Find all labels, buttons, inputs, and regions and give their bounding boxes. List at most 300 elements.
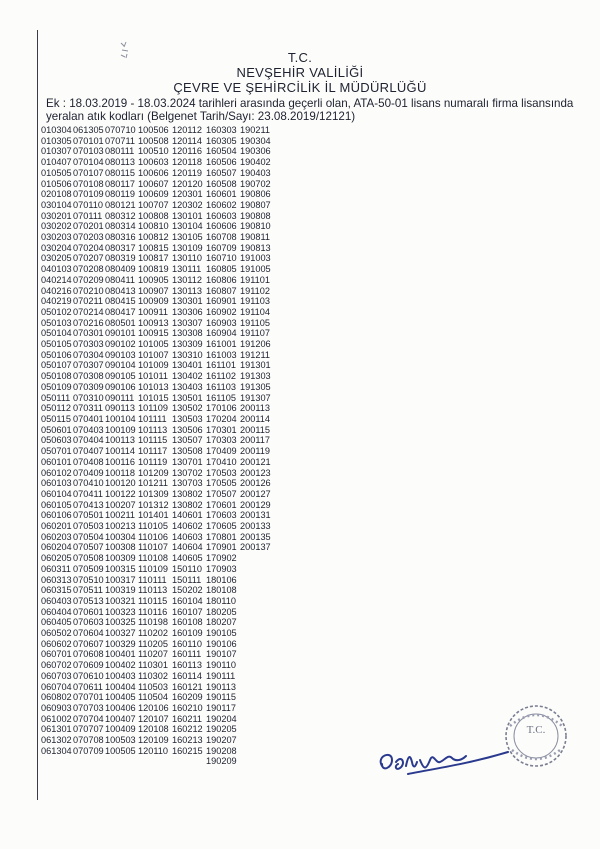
waste-code: 060201 <box>41 521 72 532</box>
waste-code: 070507 <box>73 542 104 553</box>
waste-code: 100913 <box>138 317 169 328</box>
waste-code: 070501 <box>73 510 104 521</box>
waste-code: 070604 <box>73 628 104 639</box>
waste-code: 030201 <box>41 210 72 221</box>
waste-code: 080319 <box>105 253 136 264</box>
waste-code: 160114 <box>172 670 202 681</box>
waste-code: 110207 <box>138 649 168 660</box>
waste-code: 100503 <box>105 735 136 746</box>
waste-code: 060101 <box>41 456 72 467</box>
waste-code: 130301 <box>172 296 203 307</box>
waste-code: 060602 <box>41 638 72 649</box>
waste-code: 191107 <box>240 328 270 339</box>
waste-code: 191303 <box>240 371 271 382</box>
waste-code: 100810 <box>138 221 169 232</box>
waste-code: 010304 <box>41 125 72 135</box>
waste-code: 200135 <box>240 531 271 542</box>
waste-code: 130703 <box>172 478 203 489</box>
waste-code: 060702 <box>41 660 72 671</box>
waste-code: 120106 <box>138 702 169 713</box>
waste-code: 090105 <box>105 371 136 382</box>
waste-code: 110301 <box>138 660 168 671</box>
header-line-tc: T.C. <box>287 50 313 65</box>
waste-code: 100406 <box>105 702 136 713</box>
waste-code: 170901 <box>206 542 237 553</box>
waste-code: 101401 <box>138 510 169 521</box>
waste-code: 100323 <box>105 606 136 617</box>
waste-code: 200123 <box>240 467 271 478</box>
waste-code: 120110 <box>138 745 168 756</box>
waste-code: 100319 <box>105 585 136 596</box>
waste-code: 101111 <box>138 413 167 424</box>
waste-code: 100329 <box>105 638 136 649</box>
waste-code: 100118 <box>105 467 135 478</box>
waste-code: 100819 <box>138 264 169 275</box>
waste-code: 070601 <box>73 606 104 617</box>
waste-code: 190209 <box>206 756 237 767</box>
waste-code: 190810 <box>240 221 271 232</box>
waste-code: 050109 <box>41 381 72 392</box>
waste-code: 060703 <box>41 670 72 681</box>
waste-code: 150111 <box>172 574 202 585</box>
waste-code: 130308 <box>172 328 203 339</box>
waste-code: 101209 <box>138 467 169 478</box>
waste-code: 070701 <box>73 692 104 703</box>
waste-code: 070609 <box>73 660 104 671</box>
waste-code: 160903 <box>206 317 237 328</box>
waste-code: 050103 <box>41 317 72 328</box>
waste-code: 060903 <box>41 702 72 713</box>
waste-code: 100114 <box>105 446 135 457</box>
waste-code: 170507 <box>206 488 237 499</box>
waste-code: 160213 <box>172 735 203 746</box>
waste-code: 040103 <box>41 264 72 275</box>
waste-code: 070107 <box>73 167 104 178</box>
waste-code: 070214 <box>73 306 104 317</box>
waste-code: 120301 <box>172 189 203 200</box>
seal-text: T.C. <box>526 724 546 736</box>
waste-code: 200129 <box>240 499 271 510</box>
waste-code: 100317 <box>105 574 136 585</box>
waste-code: 100905 <box>138 274 169 285</box>
waste-code: 100808 <box>138 210 169 221</box>
waste-code: 100606 <box>138 167 169 178</box>
waste-code: 050105 <box>41 339 72 350</box>
waste-code: 160108 <box>172 617 203 628</box>
document-header <box>0 50 600 95</box>
waste-code: 190304 <box>240 135 271 146</box>
waste-code: 060102 <box>41 467 72 478</box>
waste-code: 050111 <box>41 392 71 403</box>
waste-code: 100325 <box>105 617 136 628</box>
waste-code: 100609 <box>138 189 169 200</box>
waste-code: 110116 <box>138 606 168 617</box>
waste-code: 110205 <box>138 638 168 649</box>
waste-code: 070410 <box>73 478 104 489</box>
waste-code: 160113 <box>172 660 202 671</box>
waste-code: 100122 <box>105 488 136 499</box>
waste-code: 100207 <box>105 499 136 510</box>
waste-code: 070504 <box>73 531 104 542</box>
waste-code: 130306 <box>172 306 203 317</box>
waste-code: 070203 <box>73 232 104 243</box>
waste-code: 070409 <box>73 467 104 478</box>
waste-code: 100120 <box>105 478 136 489</box>
waste-code: 101115 <box>138 435 168 446</box>
waste-code: 070510 <box>73 574 104 585</box>
waste-code: 200126 <box>240 478 271 489</box>
waste-code: 100113 <box>105 435 135 446</box>
waste-code: 170603 <box>206 510 237 521</box>
waste-code: 190808 <box>240 210 271 221</box>
waste-code: 150110 <box>172 563 202 574</box>
waste-code: 101211 <box>138 478 168 489</box>
waste-code: 190115 <box>206 692 236 703</box>
waste-code: 161001 <box>206 339 237 350</box>
waste-code: 070611 <box>73 681 103 692</box>
waste-code: 070101 <box>73 135 104 146</box>
code-column <box>172 125 203 756</box>
waste-code: 070108 <box>73 178 104 189</box>
waste-code: 100405 <box>105 692 136 703</box>
waste-code: 070704 <box>73 713 104 724</box>
waste-code: 190211 <box>240 125 270 135</box>
waste-code: 070309 <box>73 381 104 392</box>
waste-code: 120302 <box>172 199 203 210</box>
annex-note: Ek : 18.03.2019 - 18.03.2024 tarihleri arasında geçerli olan, ATA-50-01 lisans numaralı firma lisansında yeralan atık kodları (Belgenet Tarih/Sayı: 23.08.2019/12121) <box>46 97 574 124</box>
waste-code: 100304 <box>105 531 136 542</box>
waste-code: 130802 <box>172 499 203 510</box>
waste-code: 070404 <box>73 435 104 446</box>
waste-code: 130101 <box>172 210 203 221</box>
waste-code: 170505 <box>206 478 237 489</box>
waste-code: 190107 <box>206 649 237 660</box>
waste-code: 080316 <box>105 232 136 243</box>
waste-code: 010407 <box>41 157 72 168</box>
waste-code: 180205 <box>206 606 237 617</box>
waste-code: 050104 <box>41 328 72 339</box>
waste-code: 170503 <box>206 467 237 478</box>
waste-code: 100404 <box>105 681 136 692</box>
waste-code: 060405 <box>41 617 72 628</box>
waste-code: 191103 <box>240 296 270 307</box>
waste-code: 080115 <box>105 167 135 178</box>
waste-code: 100409 <box>105 724 136 735</box>
waste-code: 160606 <box>206 221 237 232</box>
waste-code: 020108 <box>41 189 72 200</box>
waste-code: 190205 <box>206 724 237 735</box>
waste-code: 130802 <box>172 488 203 499</box>
waste-code: 080119 <box>105 189 135 200</box>
waste-code: 140602 <box>172 521 203 532</box>
waste-code: 160902 <box>206 306 237 317</box>
header-line-valilik: NEVŞEHİR VALİLİĞİ <box>236 65 364 80</box>
waste-code: 190813 <box>240 242 271 253</box>
waste-code: 191211 <box>240 349 270 360</box>
waste-code: 030202 <box>41 221 72 232</box>
code-column <box>41 125 72 756</box>
waste-code: 090103 <box>105 349 136 360</box>
waste-code: 130307 <box>172 317 203 328</box>
waste-code: 080409 <box>105 264 136 275</box>
waste-code: 120118 <box>172 157 202 168</box>
waste-code: 061302 <box>41 735 72 746</box>
waste-code: 101113 <box>138 424 168 435</box>
waste-code: 140605 <box>172 553 203 564</box>
code-column <box>138 125 169 756</box>
waste-code: 100506 <box>138 125 169 135</box>
waste-code: 100911 <box>138 306 168 317</box>
waste-code: 060704 <box>41 681 72 692</box>
waste-code: 191307 <box>240 392 271 403</box>
waste-code: 060106 <box>41 510 72 521</box>
waste-code: 080121 <box>105 199 136 210</box>
waste-code: 070511 <box>73 585 103 596</box>
waste-code: 050603 <box>41 435 72 446</box>
waste-code: 200131 <box>240 510 271 521</box>
waste-code: 160708 <box>206 232 237 243</box>
waste-code: 130506 <box>172 424 203 435</box>
waste-code: 030203 <box>41 232 72 243</box>
waste-code: 191101 <box>240 274 270 285</box>
waste-code: 190117 <box>206 702 236 713</box>
waste-code: 170801 <box>206 531 237 542</box>
waste-code: 060404 <box>41 606 72 617</box>
waste-code: 090104 <box>105 360 136 371</box>
waste-code: 070201 <box>73 221 104 232</box>
waste-code: 161102 <box>206 371 236 382</box>
waste-code: 130111 <box>172 264 202 275</box>
waste-code: 160507 <box>206 167 237 178</box>
waste-code: 110202 <box>138 628 168 639</box>
waste-code: 160806 <box>206 274 237 285</box>
waste-code: 040219 <box>41 296 72 307</box>
waste-code: 160111 <box>172 649 202 660</box>
waste-code: 160305 <box>206 135 237 146</box>
waste-code: 060315 <box>41 585 72 596</box>
waste-code: 060104 <box>41 488 72 499</box>
waste-code: 170903 <box>206 563 237 574</box>
waste-code: 060103 <box>41 478 72 489</box>
waste-code: 100603 <box>138 157 169 168</box>
waste-code: 070307 <box>73 360 104 371</box>
waste-code: 120120 <box>172 178 203 189</box>
waste-code: 010307 <box>41 146 72 157</box>
waste-code: 070503 <box>73 521 104 532</box>
waste-code: 110504 <box>138 692 168 703</box>
waste-code: 090111 <box>105 392 135 403</box>
waste-code: 200137 <box>240 542 271 553</box>
waste-code: 060205 <box>41 553 72 564</box>
waste-code: 190105 <box>206 628 237 639</box>
waste-code: 190207 <box>206 735 237 746</box>
waste-code: 170409 <box>206 446 237 457</box>
code-column <box>73 125 104 756</box>
waste-code: 130502 <box>172 403 203 414</box>
waste-code: 100403 <box>105 670 136 681</box>
waste-code: 080111 <box>105 146 135 157</box>
waste-code: 130403 <box>172 381 203 392</box>
waste-code: 070310 <box>73 392 104 403</box>
waste-code: 120116 <box>172 146 202 157</box>
waste-code: 191104 <box>240 306 270 317</box>
waste-code: 200115 <box>240 424 270 435</box>
waste-code: 080411 <box>105 274 135 285</box>
waste-code: 130309 <box>172 339 203 350</box>
waste-code: 070209 <box>73 274 104 285</box>
waste-code: 170601 <box>206 499 237 510</box>
waste-code: 060802 <box>41 692 72 703</box>
waste-code: 190807 <box>240 199 271 210</box>
waste-code: 130507 <box>172 435 203 446</box>
waste-code: 101109 <box>138 403 168 414</box>
waste-code: 060502 <box>41 628 72 639</box>
waste-code: 191206 <box>240 339 271 350</box>
waste-code: 160107 <box>172 606 203 617</box>
waste-code: 130310 <box>172 349 203 360</box>
waste-code: 061305 <box>73 125 104 135</box>
waste-code: 110107 <box>138 542 168 553</box>
waste-code: 080501 <box>105 317 136 328</box>
waste-code: 100915 <box>138 328 169 339</box>
waste-code: 160212 <box>172 724 203 735</box>
waste-code: 110108 <box>138 553 168 564</box>
waste-code: 070216 <box>73 317 104 328</box>
waste-code: 101309 <box>138 488 169 499</box>
waste-code: 100213 <box>105 521 136 532</box>
waste-code: 170902 <box>206 553 237 564</box>
waste-code: 090106 <box>105 381 136 392</box>
waste-code: 190111 <box>206 670 236 681</box>
waste-code: 101117 <box>138 446 168 457</box>
waste-code: 050115 <box>41 413 71 424</box>
waste-code: 100817 <box>138 253 169 264</box>
waste-code: 190806 <box>240 189 271 200</box>
waste-code: 191105 <box>240 317 270 328</box>
waste-code: 070303 <box>73 339 104 350</box>
waste-code: 050701 <box>41 446 72 457</box>
waste-code: 010506 <box>41 178 72 189</box>
waste-code: 110105 <box>138 521 168 532</box>
waste-code: 160121 <box>172 681 203 692</box>
waste-code: 061002 <box>41 713 72 724</box>
waste-code: 161103 <box>206 381 236 392</box>
waste-code: 130113 <box>172 285 202 296</box>
waste-code: 150202 <box>172 585 203 596</box>
waste-code: 070403 <box>73 424 104 435</box>
waste-code: 100211 <box>105 510 135 521</box>
waste-code: 190306 <box>240 146 271 157</box>
waste-code: 140603 <box>172 531 203 542</box>
waste-code: 170106 <box>206 403 237 414</box>
waste-code: 100407 <box>105 713 136 724</box>
waste-code: 080314 <box>105 221 136 232</box>
waste-code: 100909 <box>138 296 169 307</box>
waste-code: 070204 <box>73 242 104 253</box>
waste-code: 090113 <box>105 403 135 414</box>
waste-code: 101119 <box>138 456 168 467</box>
waste-code: 120108 <box>138 724 169 735</box>
waste-code: 060105 <box>41 499 72 510</box>
waste-code: 191301 <box>240 360 271 371</box>
waste-code: 160209 <box>172 692 203 703</box>
waste-code: 070710 <box>105 125 136 135</box>
waste-code: 161003 <box>206 349 237 360</box>
waste-code: 100327 <box>105 628 136 639</box>
waste-code: 070408 <box>73 456 104 467</box>
waste-code: 160710 <box>206 253 237 264</box>
waste-code: 120107 <box>138 713 169 724</box>
page-left-edge <box>37 30 38 800</box>
waste-code: 160601 <box>206 189 237 200</box>
waste-code: 130401 <box>172 360 203 371</box>
waste-code: 100104 <box>105 413 136 424</box>
waste-code: 110106 <box>138 531 168 542</box>
waste-code: 160904 <box>206 328 237 339</box>
waste-code: 040216 <box>41 285 72 296</box>
waste-code: 100315 <box>105 563 136 574</box>
waste-code: 130402 <box>172 371 203 382</box>
waste-code: 160602 <box>206 199 237 210</box>
waste-code: 160807 <box>206 285 237 296</box>
waste-code: 070111 <box>73 210 103 221</box>
waste-code: 030205 <box>41 253 72 264</box>
waste-code: 080113 <box>105 157 135 168</box>
waste-code: 170303 <box>206 435 237 446</box>
waste-code: 100116 <box>105 456 135 467</box>
waste-code: 050102 <box>41 306 72 317</box>
waste-code: 200114 <box>240 413 270 424</box>
waste-code: 170204 <box>206 413 237 424</box>
waste-code: 100707 <box>138 199 169 210</box>
waste-code: 110111 <box>138 574 167 585</box>
code-column <box>240 125 271 553</box>
waste-code: 170410 <box>206 456 237 467</box>
waste-code: 160210 <box>172 702 203 713</box>
waste-code: 030204 <box>41 242 72 253</box>
waste-code: 180108 <box>206 585 237 596</box>
waste-code: 070413 <box>73 499 104 510</box>
waste-code: 190208 <box>206 745 237 756</box>
waste-code: 120119 <box>172 167 202 178</box>
waste-code: 060403 <box>41 595 72 606</box>
waste-code: 070308 <box>73 371 104 382</box>
waste-code: 050112 <box>41 403 71 414</box>
waste-code: 070304 <box>73 349 104 360</box>
waste-code: 180207 <box>206 617 237 628</box>
waste-code: 160901 <box>206 296 237 307</box>
waste-code: 070207 <box>73 253 104 264</box>
waste-code: 101013 <box>138 381 169 392</box>
waste-code: 110302 <box>138 670 168 681</box>
waste-code: 070711 <box>105 135 135 146</box>
waste-code: 130702 <box>172 467 203 478</box>
waste-code: 070208 <box>73 264 104 275</box>
waste-code: 061301 <box>41 724 72 735</box>
waste-code: 160508 <box>206 178 237 189</box>
waste-code: 070708 <box>73 735 104 746</box>
waste-code: 010305 <box>41 135 72 146</box>
waste-code: 160805 <box>206 264 237 275</box>
waste-code: 190113 <box>206 681 236 692</box>
waste-code: 130501 <box>172 392 203 403</box>
waste-code: 200121 <box>240 456 271 467</box>
waste-code: 200127 <box>240 488 271 499</box>
waste-code: 101009 <box>138 360 169 371</box>
waste-code: 061304 <box>41 745 72 756</box>
waste-code: 060204 <box>41 542 72 553</box>
waste-code: 200117 <box>240 435 270 446</box>
